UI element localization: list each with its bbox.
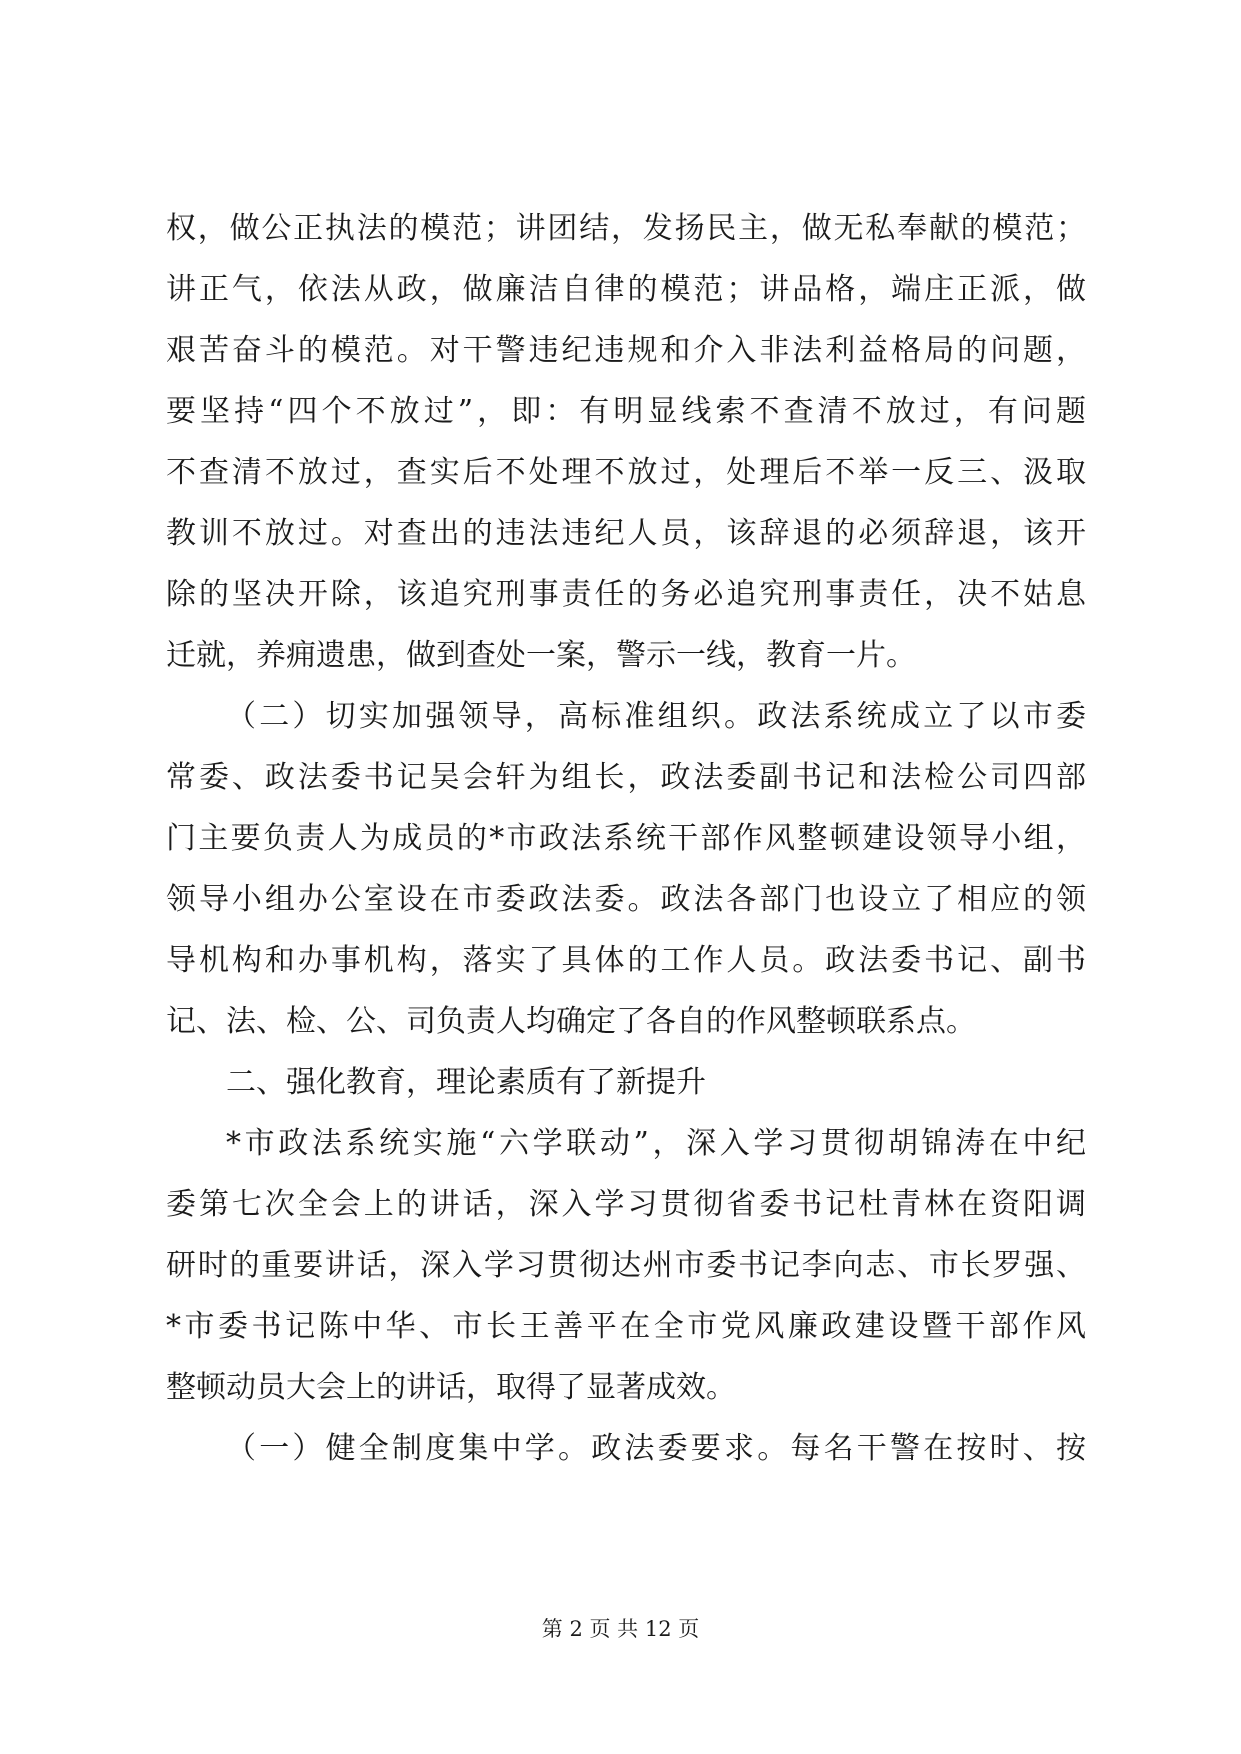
text-line: 艰苦奋斗的模范。对干警违纪违规和介入非法利益格局的问题，	[166, 333, 1086, 368]
text-line: （二）切实加强领导，高标准组织。政法系统成立了以市委	[226, 699, 1086, 734]
text-line: 研时的重要讲话，深入学习贯彻达州市委书记李向志、市长罗强、	[166, 1248, 1086, 1283]
text-line: 整顿动员大会上的讲话，取得了显著成效。	[166, 1370, 736, 1405]
text-line: 委第七次全会上的讲话，深入学习贯彻省委书记杜青林在资阳调	[166, 1187, 1086, 1222]
text-line: 权，做公正执法的模范；讲团结，发扬民主，做无私奉献的模范；	[166, 211, 1086, 246]
text-line: 讲正气，依法从政，做廉洁自律的模范；讲品格，端庄正派，做	[166, 272, 1086, 307]
text-line: 迁就，养痈遗患，做到查处一案，警示一线，教育一片。	[166, 638, 916, 673]
text-line: 不查清不放过，查实后不处理不放过，处理后不举一反三、汲取	[166, 455, 1086, 490]
text-line: 门主要负责人为成员的*市政法系统干部作风整顿建设领导小组，	[166, 821, 1086, 856]
text-line: 导机构和办事机构，落实了具体的工作人员。政法委书记、副书	[166, 943, 1086, 978]
text-line: *市委书记陈中华、市长王善平在全市党风廉政建设暨干部作风	[166, 1309, 1086, 1344]
document-body	[166, 198, 1086, 1479]
text-line: 常委、政法委书记吴会轩为组长，政法委副书记和法检公司四部	[166, 760, 1086, 795]
text-line: 要坚持“四个不放过”，即：有明显线索不查清不放过，有问题	[166, 394, 1086, 429]
text-line: *市政法系统实施“六学联动”，深入学习贯彻胡锦涛在中纪	[226, 1126, 1086, 1161]
text-line: 教训不放过。对查出的违法违纪人员，该辞退的必须辞退，该开	[166, 516, 1086, 551]
text-line: 除的坚决开除，该追究刑事责任的务必追究刑事责任，决不姑息	[166, 577, 1086, 612]
page-footer: 第 2 页 共 12 页	[541, 1617, 700, 1641]
text-line: （一）健全制度集中学。政法委要求。每名干警在按时、按	[226, 1431, 1086, 1466]
text-line: 二、强化教育，理论素质有了新提升	[226, 1065, 706, 1100]
text-line: 记、法、检、公、司负责人均确定了各自的作风整顿联系点。	[166, 1004, 976, 1039]
text-line: 领导小组办公室设在市委政法委。政法各部门也设立了相应的领	[166, 882, 1086, 917]
